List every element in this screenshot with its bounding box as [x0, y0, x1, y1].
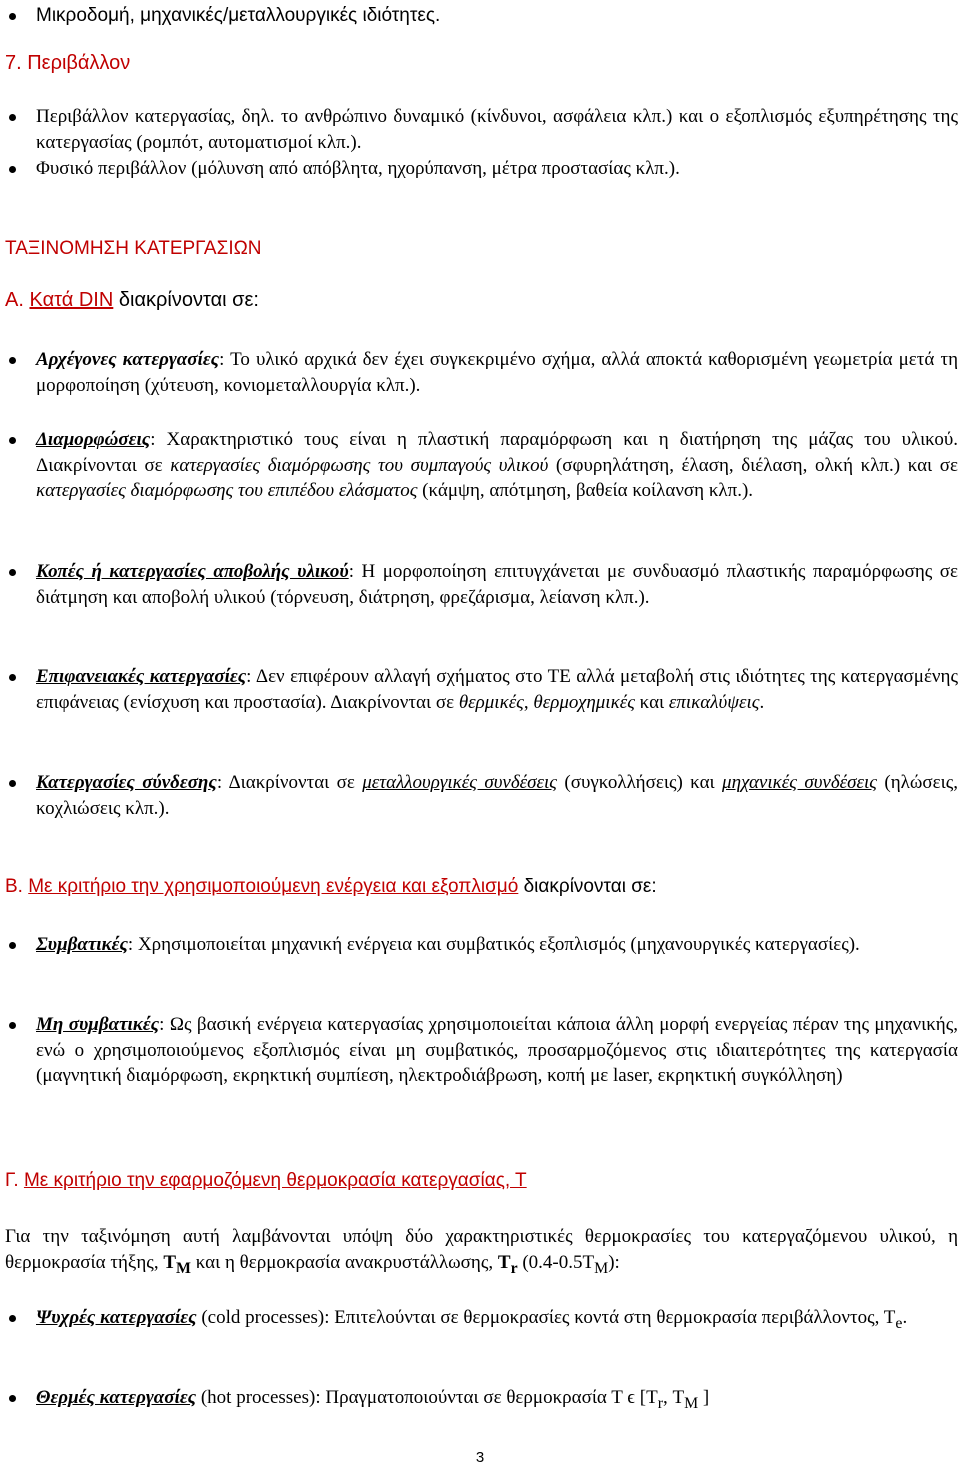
list-item: Αρχέγονες κατεργασίες: Το υλικό αρχικά δεν έχει συγκεκριμένο σχήμα, αλλά αποκτά καθορισμένη γεωμετρία μετά τη μορφοποίηση (χύτευση, κονιομεταλλουργία κλπ.).: [36, 347, 958, 398]
section-b-heading: Β. Με κριτήριο την χρησιμοποιούμενη ενέργεια και εξοπλισμό διακρίνονται σε:: [5, 876, 657, 897]
list-item: Θερμές κατεργασίες (hot processes): Πραγματοποιούνται σε θερμοκρασία Τ ϵ [$T_r$, $T_M$ ]: [36, 1385, 958, 1416]
list-item: Μη συμβατικές: Ως βασική ενέργεια κατεργασίας χρησιμοποιείται κάποια άλλη μορφή ενεργείας πέραν της μηχανικής, ενώ ο χρησιμοποιούμενος εξοπλισμός είναι μη συμβατικός, προσαρμοζόμενος στις ιδιαιτερότητες της κατεργασία (μαγνητική διαμόρφωση, εκρηκτική συμπίεση, ηλεκτροδιάβρωση, κοπή με laser, εκρηκτική συγκόλληση): [36, 1012, 958, 1089]
list-item: Επιφανειακές κατεργασίες: Δεν επιφέρουν αλλαγή σχήματος στο ΤΕ αλλά μεταβολή στις ιδιότητες της κατεργασμένης επιφάνειας (ενίσχυση και προστασία). Διακρίνονται σε θερμικές, θερμοχημικές και επικαλύψεις.: [36, 664, 958, 715]
list-item: Διαμορφώσεις: Χαρακτηριστικό τους είναι η πλαστική παραμόρφωση και η διατήρηση της μάζας του υλικού. Διακρίνονται σε κατεργασίες διαμόρφωσης του συμπαγούς υλικού (σφυρηλάτηση, έλαση, διέλαση, ολκή κλπ.) και σε κατεργασίες διαμόρφωσης του επιπέδου ελάσματος (κάμψη, απότμηση, βαθεία κοίλανση κλπ.).: [36, 427, 958, 504]
section-a-heading: Α. Κατά DIN διακρίνονται σε:: [5, 289, 259, 311]
section-g-heading: Γ. Με κριτήριο την εφαρμοζόμενη θερμοκρασία κατεργασίας, Τ: [5, 1170, 527, 1191]
list-item: Συμβατικές: Χρησιμοποιείται μηχανική ενέργεια και συμβατικός εξοπλισμός (μηχανουργικές κατεργασίες).: [36, 932, 958, 958]
classification-title: ΤΑΞΙΝΟΜΗΣΗ ΚΑΤΕΡΓΑΣΙΩΝ: [5, 238, 262, 259]
list-item: Φυσικό περιβάλλον (μόλυνση από απόβλητα, ηχορύπανση, μέτρα προστασίας κλπ.).: [36, 156, 958, 182]
section-g-intro: Για την ταξινόμηση αυτή λαμβάνονται υπόψη δύο χαρακτηριστικές θερμοκρασίες του κατεργαζόμενου υλικού, η θερμοκρασία τήξης, $T_M$ και η θερμοκρασία ανακρυστάλλωσης, $T_r$ $(0.4-0.5T_M)$:: [5, 1226, 958, 1277]
list-item: Κατεργασίες σύνδεσης: Διακρίνονται σε μεταλλουργικές συνδέσεις (συγκολλήσεις) και μηχανικές συνδέσεις (ηλώσεις, κοχλιώσεις κλπ.).: [36, 770, 958, 821]
list-item: Κοπές ή κατεργασίες αποβολής υλικού: Η μορφοποίηση επιτυγχάνεται με συνδυασμό πλαστικής παραμόρφωσης σε διάτμηση και αποβολή υλικού (τόρνευση, διάτρηση, φρεζάρισμα, λείανση κλπ.).: [36, 559, 958, 610]
list-item: Περιβάλλον κατεργασίας, δηλ. το ανθρώπινο δυναμικό (κίνδυνοι, ασφάλεια κλπ.) και ο εξοπλισμός εξυπηρέτησης της κατεργασίας (ρομπότ, αυτοματισμοί κλπ.).: [36, 104, 958, 155]
page-number: 3: [475, 1449, 485, 1466]
list-item: Ψυχρές κατεργασίες (cold processes): Επιτελούνται σε θερμοκρασίες κοντά στη θερμοκρασία περιβάλλοντος, $T_e$.: [36, 1305, 958, 1336]
list-item: Μικροδομή, μηχανικές/μεταλλουργικές ιδιότητες.: [36, 3, 958, 29]
section-heading-7: 7. Περιβάλλον: [5, 52, 131, 74]
